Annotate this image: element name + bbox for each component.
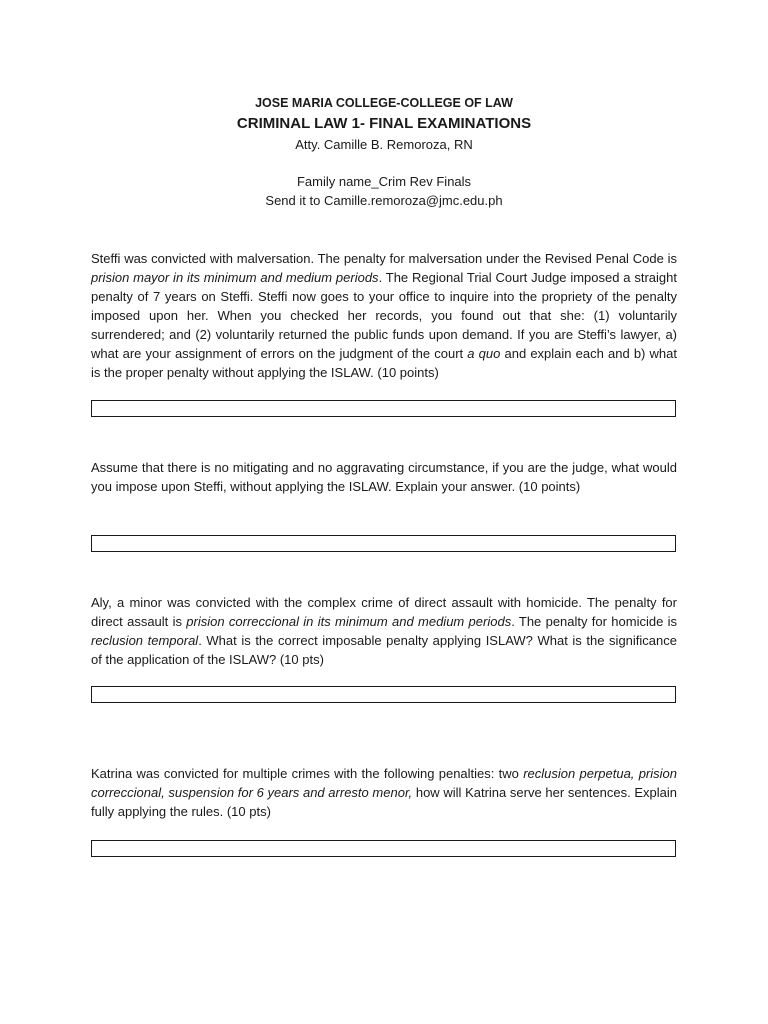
question-3-text-c: . What is the correct imposable penalty applying ISLAW? What is the significance of the application of the ISLAW? (10 pts) (91, 633, 677, 667)
question-4-text-b: how will Katrina serve her sentences. Explain fully applying the rules. (10 pts) (91, 785, 677, 819)
question-4-text-a: Katrina was convicted for multiple crimes with the following penalties: two (91, 766, 524, 781)
question-3-text-b: . The penalty for homicide is (511, 614, 678, 629)
answer-box-2[interactable] (91, 535, 676, 552)
question-3-penalty-assault: prision correccional in its minimum and medium periods (186, 614, 512, 629)
instructor-name: Atty. Camille B. Remoroza, RN (295, 137, 473, 152)
answer-box-4[interactable] (91, 840, 676, 857)
question-3 (91, 593, 677, 669)
question-4 (91, 764, 677, 821)
answer-box-1[interactable] (91, 400, 676, 417)
question-1-text-b: . The Regional Trial Court Judge imposed a straight penalty of 7 years on Steffi. Steffi now goes to your office to inquire into the propriety of the penalty imposed upon her. When you checked her records, you found out that she: (1) voluntarily surrendered; and (2) voluntarily returned the public funds upon demand. If you are Steffi’s lawyer, a) what are your assignment of errors on the judgment of the court (91, 270, 677, 361)
question-1-penalty: prision mayor in its minimum and medium periods (91, 270, 379, 285)
answer-box-3[interactable] (91, 686, 676, 703)
question-4-penalties: reclusion perpetua, prision correccional, suspension for 6 years and arresto menor, (91, 766, 677, 800)
question-1 (91, 249, 677, 382)
question-1-text-c: and explain each and b) what is the proper penalty without applying the ISLAW. (10 points) (91, 346, 677, 380)
submission-instruction: Send it to Camille.remoroza@jmc.edu.ph (265, 193, 503, 208)
filename-instruction: Family name_Crim Rev Finals (296, 174, 472, 189)
exam-title: CRIMINAL LAW 1- FINAL EXAMINATIONS (236, 115, 532, 132)
question-3-penalty-homicide: reclusion temporal (91, 633, 199, 648)
question-1-term: a quo (467, 346, 501, 361)
question-3-text-a: Aly, a minor was convicted with the complex crime of direct assault with homicide. The penalty for direct assault is (91, 595, 677, 629)
school-name: JOSE MARIA COLLEGE-COLLEGE OF LAW (255, 96, 513, 110)
question-2 (91, 458, 677, 496)
question-2-text: Assume that there is no mitigating and no aggravating circumstance, if you are the judge, what would you impose upon Steffi, without applying the ISLAW. Explain your answer. (10 points) (91, 460, 677, 494)
question-1-text-a: Steffi was convicted with malversation. The penalty for malversation under the Revised Penal Code is (91, 251, 677, 266)
